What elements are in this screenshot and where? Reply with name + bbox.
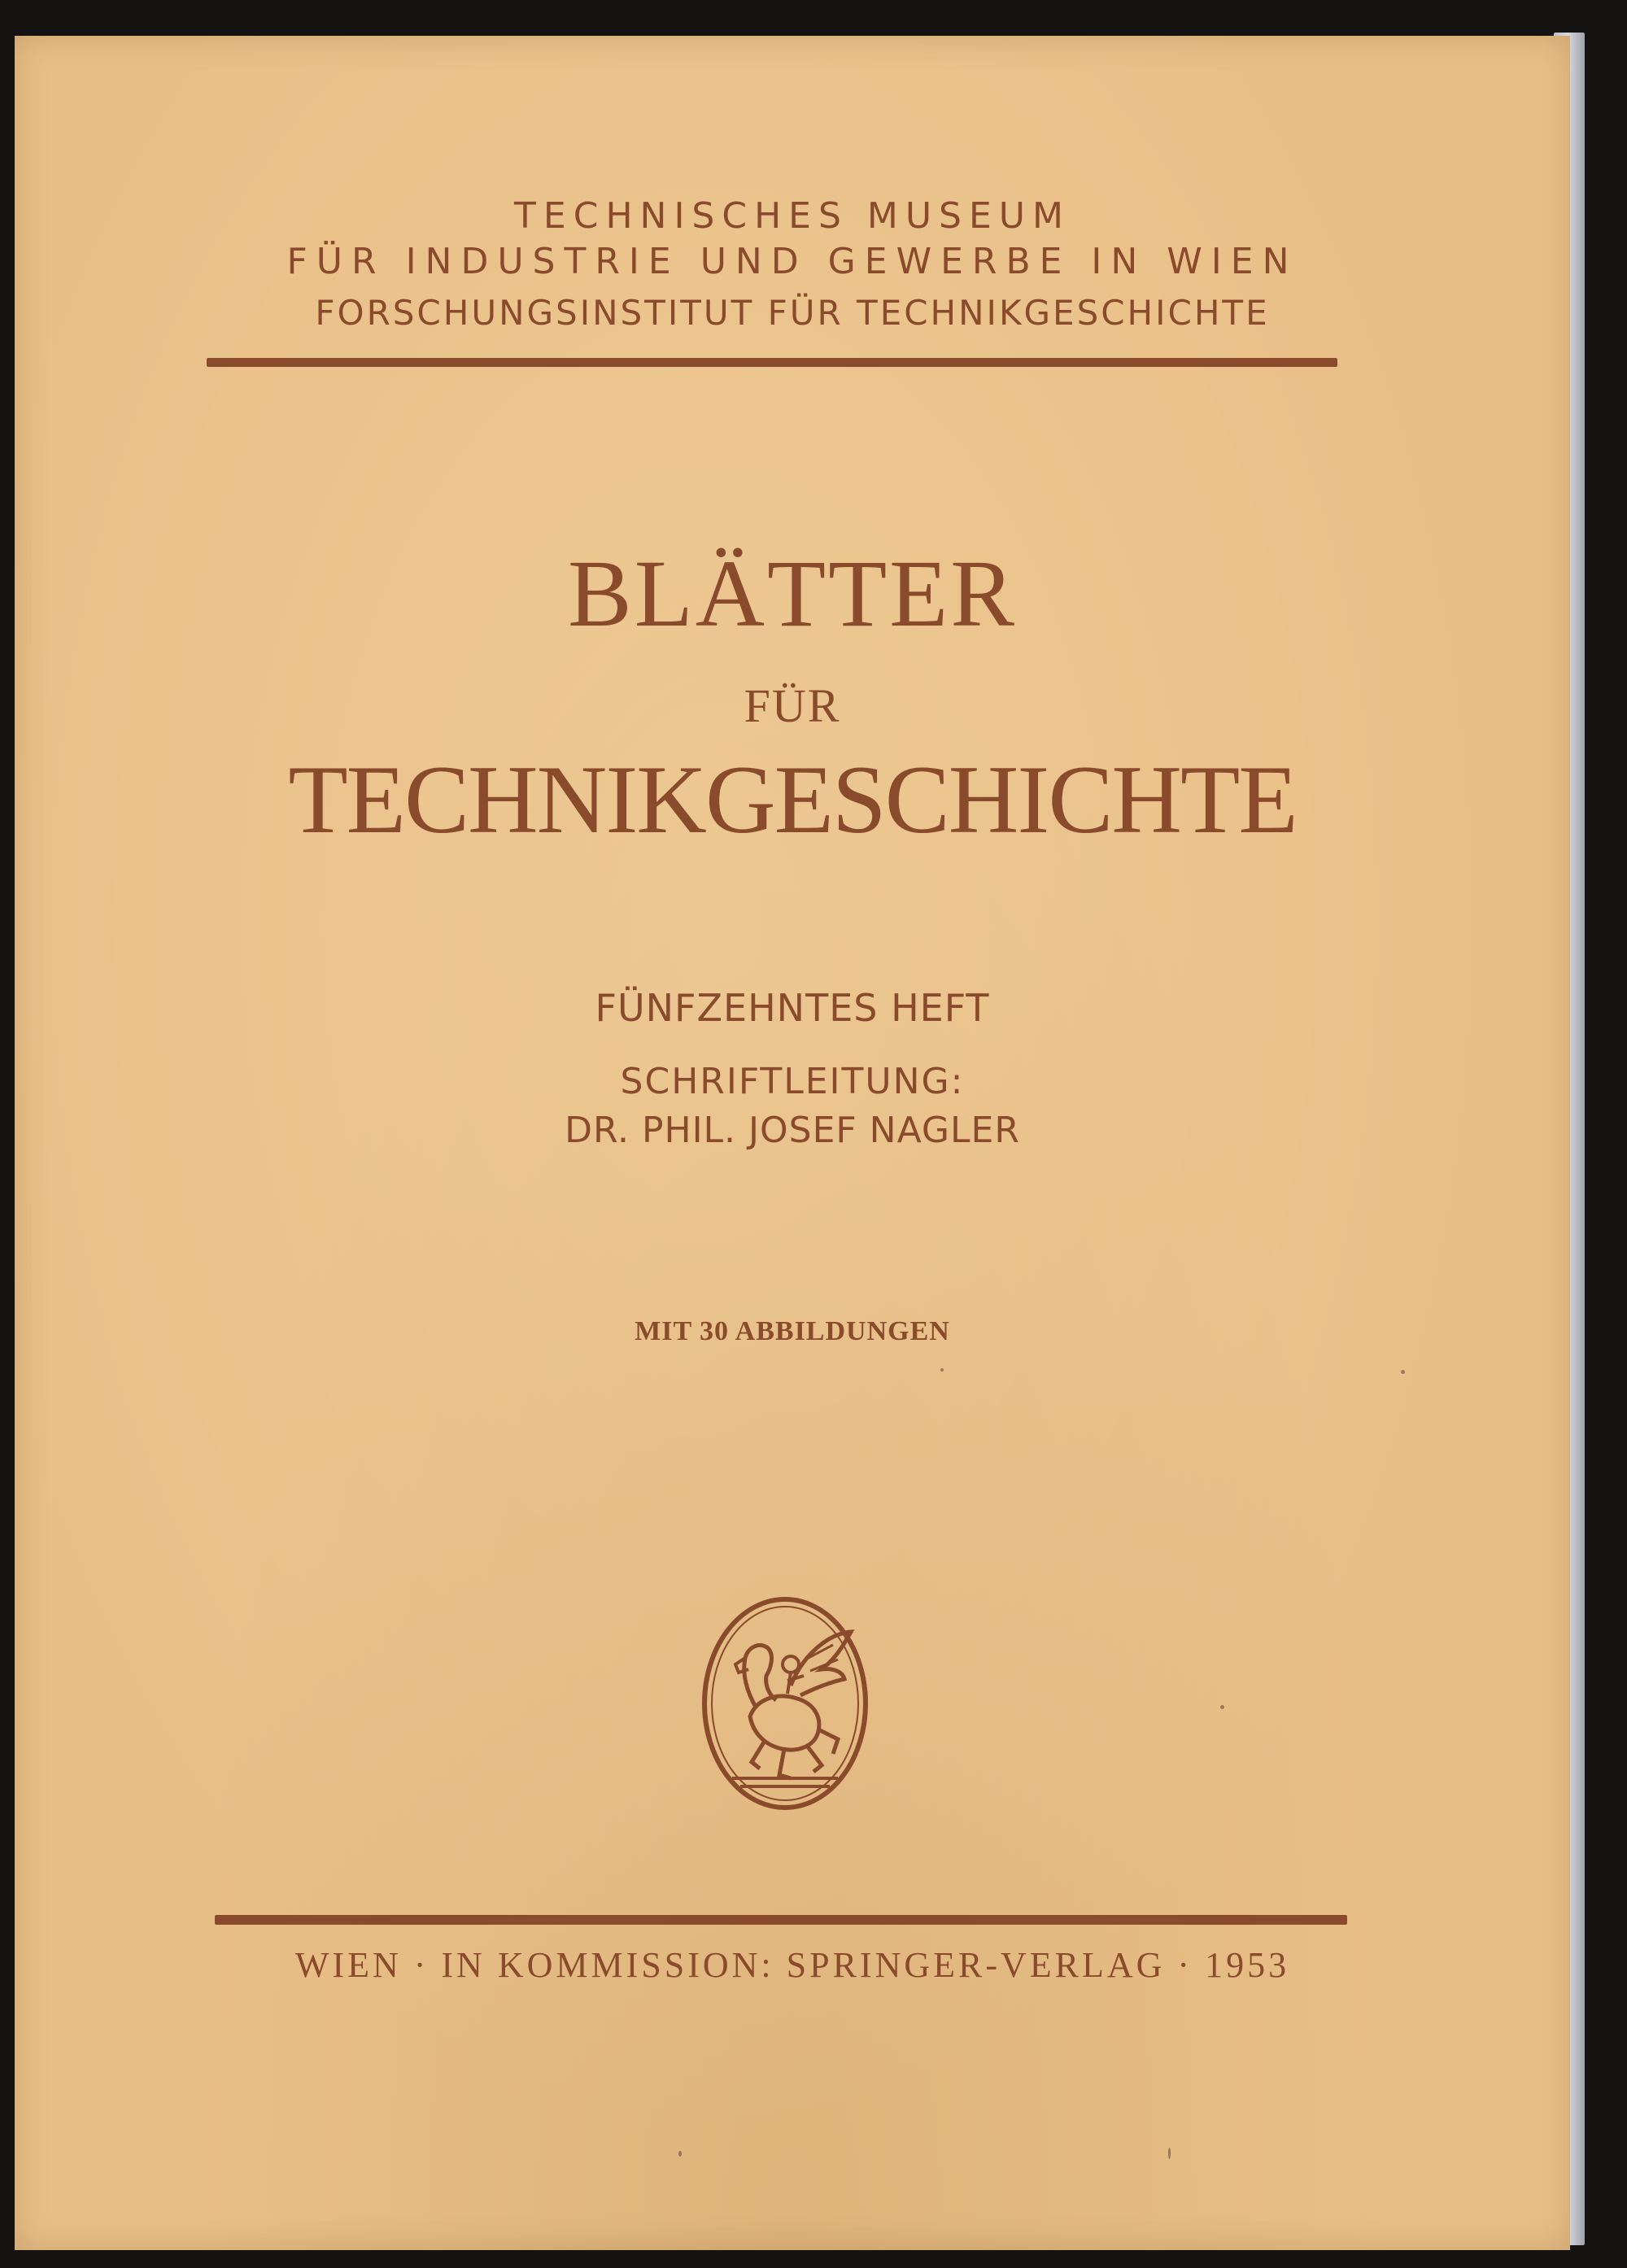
- paper-speck: [1401, 1370, 1405, 1374]
- footer-rule: [215, 1915, 1347, 1925]
- editor-name: DR. PHIL. JOSEF NAGLER: [565, 1110, 1020, 1151]
- paper-speck: [940, 1368, 944, 1372]
- header-rule: [207, 358, 1337, 367]
- imprint: WIEN · IN KOMMISSION: SPRINGER-VERLAG · 1953: [294, 1945, 1290, 1985]
- institution-line-3: FORSCHUNGSINSTITUT FÜR TECHNIKGESCHICHTE: [315, 293, 1270, 333]
- paper-speck: [1220, 1705, 1224, 1709]
- editor-label: SCHRIFTLEITUNG:: [620, 1061, 965, 1102]
- title-line-3: TECHNIKGESCHICHTE: [288, 745, 1297, 853]
- issue-heft: FÜNFZEHNTES HEFT: [595, 986, 990, 1030]
- institution-line-2: FÜR INDUSTRIE UND GEWERBE IN WIEN: [286, 241, 1298, 282]
- title-line-1: BLÄTTER: [568, 540, 1017, 647]
- paper-speck: [678, 2151, 682, 2157]
- pegasus-rider-oval-emblem-icon: [700, 1594, 870, 1812]
- institution-line-1: TECHNISCHES MUSEUM: [514, 195, 1071, 237]
- book-cover: [15, 36, 1570, 2250]
- title-line-2: FÜR: [744, 679, 841, 732]
- paper-speck: [1168, 2148, 1171, 2159]
- illustrations-note: MIT 30 ABBILDUNGEN: [635, 1316, 950, 1346]
